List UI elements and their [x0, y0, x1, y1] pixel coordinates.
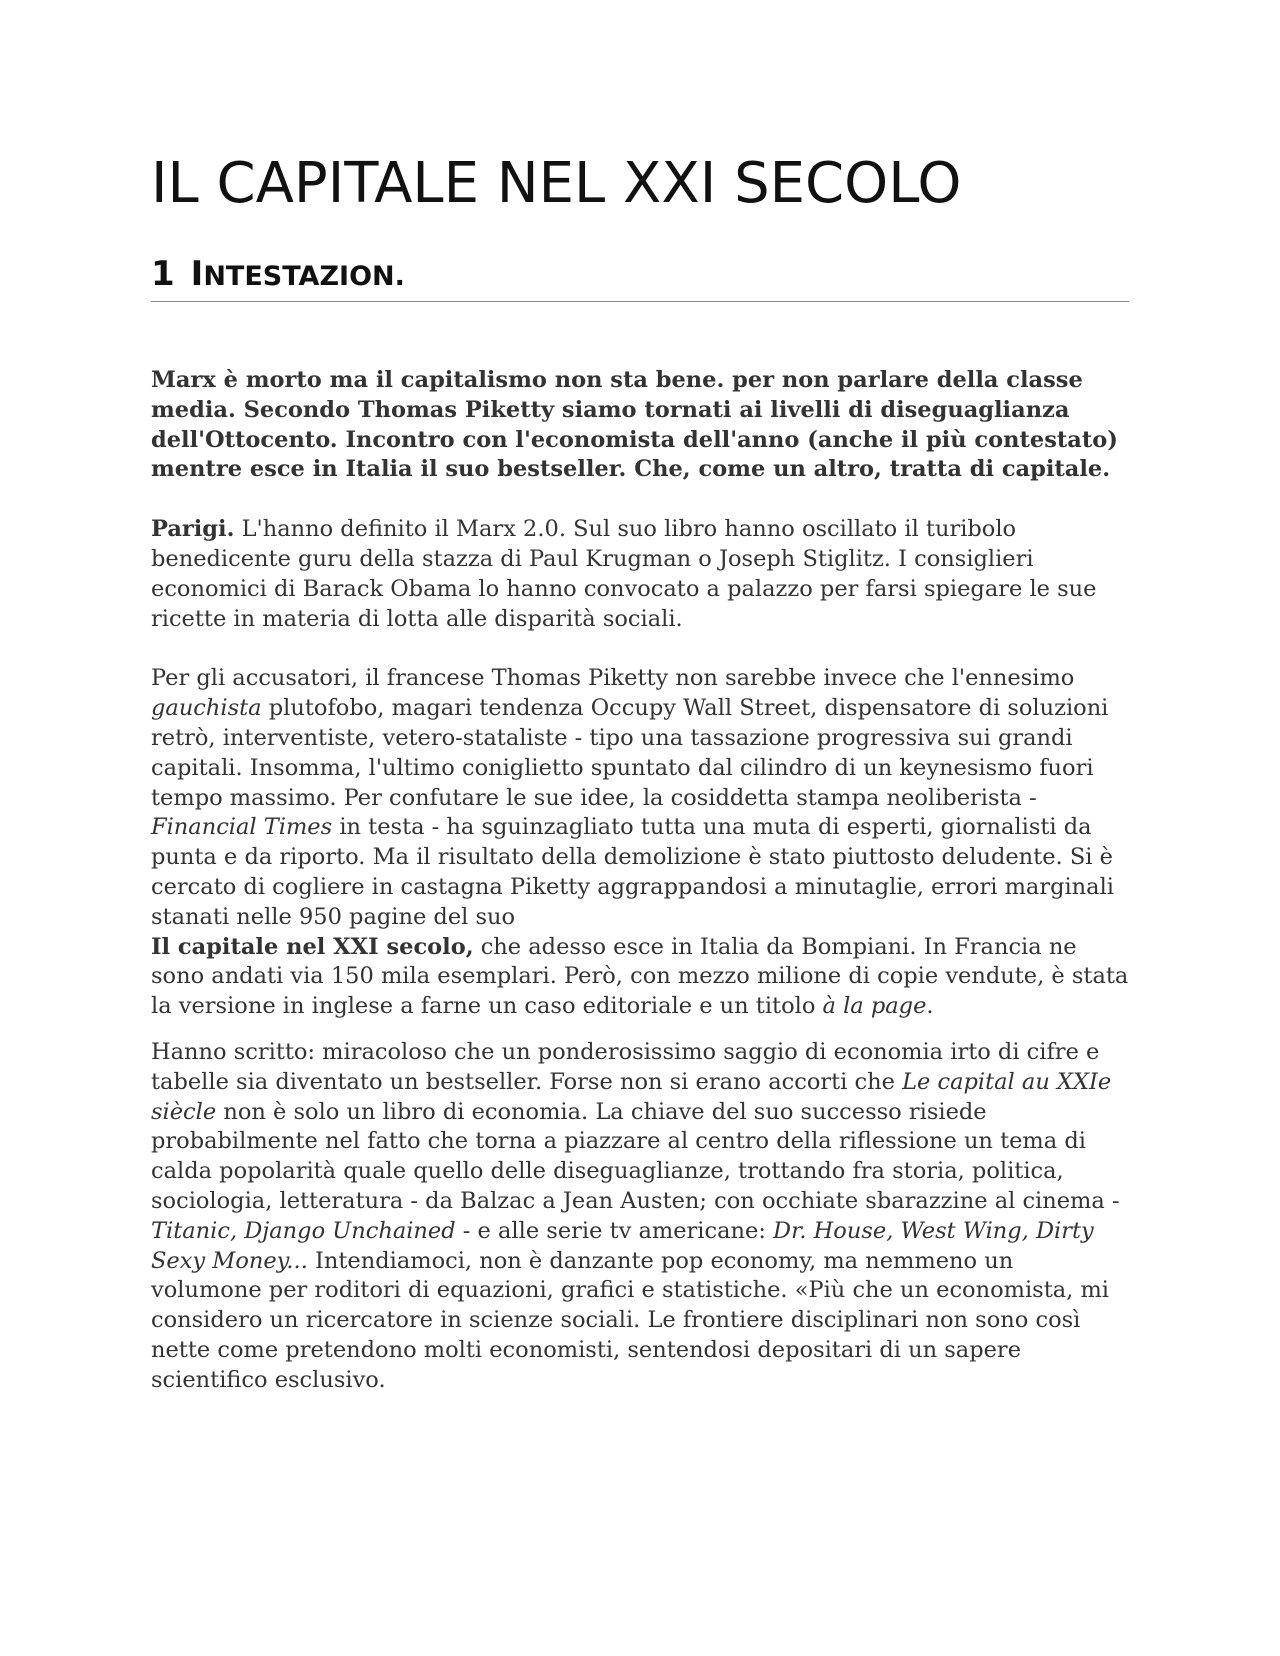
article-body [151, 366, 1129, 1396]
section-heading-rest: NTESTAZION. [203, 261, 405, 292]
paragraph-bestseller [151, 1038, 1129, 1396]
paragraph-text: - e alle serie tv americane: [455, 1217, 774, 1244]
paragraph-text: plutofobo, magari tendenza Occupy Wall Street, dispensatore di soluzioni retrò, interventiste, vetero-stataliste - tipo una tassazione progressiva sui grandi capitali. Insomma, l'ultimo coniglietto spuntato dal cilindro di un keynesismo fuori tempo massimo. Per confutare le sue idee, la cosiddetta stampa neoliberista - [151, 695, 1109, 811]
lede-paragraph: Marx è morto ma il capitalismo non sta bene. per non parlare della classe media. Secondo Thomas Piketty siamo tornati ai livelli di diseguaglianza dell'Ottocento. Incontro con l'economista dell'anno (anche il più contestato) mentre esce in Italia il suo bestseller. Che, come un altro, tratta di capitale. [151, 367, 1118, 483]
dateline: Parigi. [151, 516, 235, 543]
paragraph-text: . [926, 993, 934, 1020]
paragraph-text: in testa - ha sguinzagliato tutta una muta di esperti, giornalisti da punta e da riporto. Ma il risultato della demolizione è stato piuttosto deludente. Si è cercato di cogliere in castagna Piketty aggrappandosi a minutaglie, errori marginali stanati nelle 950 pagine del suo [151, 814, 1114, 930]
italic-term: Titanic, Django Unchained [151, 1217, 456, 1244]
italic-term: Financial Times [151, 814, 333, 841]
paragraph-dateline [151, 515, 1129, 634]
section-heading-initial: I [190, 254, 204, 294]
paragraph-text: Intendiamoci, non è danzante pop economy, ma nemmeno un volumone per roditori di equazioni, grafici e statistiche. «Più che un economista, mi considero un ricercatore in scienze sociali. Le frontiere disciplinari non sono così nette come pretendono molti economisti, sentendosi depositari di un sapere scientifico esclusivo. [151, 1247, 1110, 1393]
section-number: 1 [151, 254, 175, 294]
document-title: IL CAPITALE NEL XXI SECOLO [151, 151, 962, 216]
italic-term: à la page [822, 993, 927, 1020]
section-heading [151, 252, 1129, 302]
paragraph-text: che adesso esce in Italia da Bompiani. In Francia ne sono andati via 150 mila esemplari. Però, con mezzo milione di copie vendute, è stata la versione in inglese a farne un caso editoriale e un titolo [151, 933, 1129, 1020]
paragraph-text: L'hanno definito il Marx 2.0. Sul suo libro hanno oscillato il turibolo benedicente guru della stazza di Paul Krugman o Joseph Stiglitz. I consiglieri economici di Barack Obama lo hanno convocato a palazzo per farsi spiegare le sue ricette in materia di lotta alle disparità sociali. [151, 516, 1097, 632]
paragraph-text: Hanno scritto: miracoloso che un ponderosissimo saggio di economia irto di cifre e tabelle sia diventato un bestseller. Forse non si erano accorti che [151, 1038, 1100, 1095]
italic-term: Dr. House, West Wing, Dirty Sexy Money... [151, 1217, 1094, 1274]
paragraph-accusers [151, 664, 1129, 1022]
paragraph-text: non è solo un libro di economia. La chiave del suo successo risiede probabilmente nel fatto che torna a piazzare al centro della riflessione un tema di calda popolarità quale quello delle diseguaglianze, trottando fra storia, politica, sociologia, letteratura - da Balzac a Jean Austen; con occhiate sbarazzine al cinema - [151, 1098, 1120, 1214]
paragraph-text: Per gli accusatori, il francese Thomas Piketty non sarebbe invece che l'ennesimo [151, 665, 1075, 692]
italic-term: Le capital au XXIe siècle [151, 1068, 1112, 1125]
italic-term: gauchista [151, 695, 262, 722]
book-title: Il capitale nel XXI secolo, [151, 933, 474, 960]
